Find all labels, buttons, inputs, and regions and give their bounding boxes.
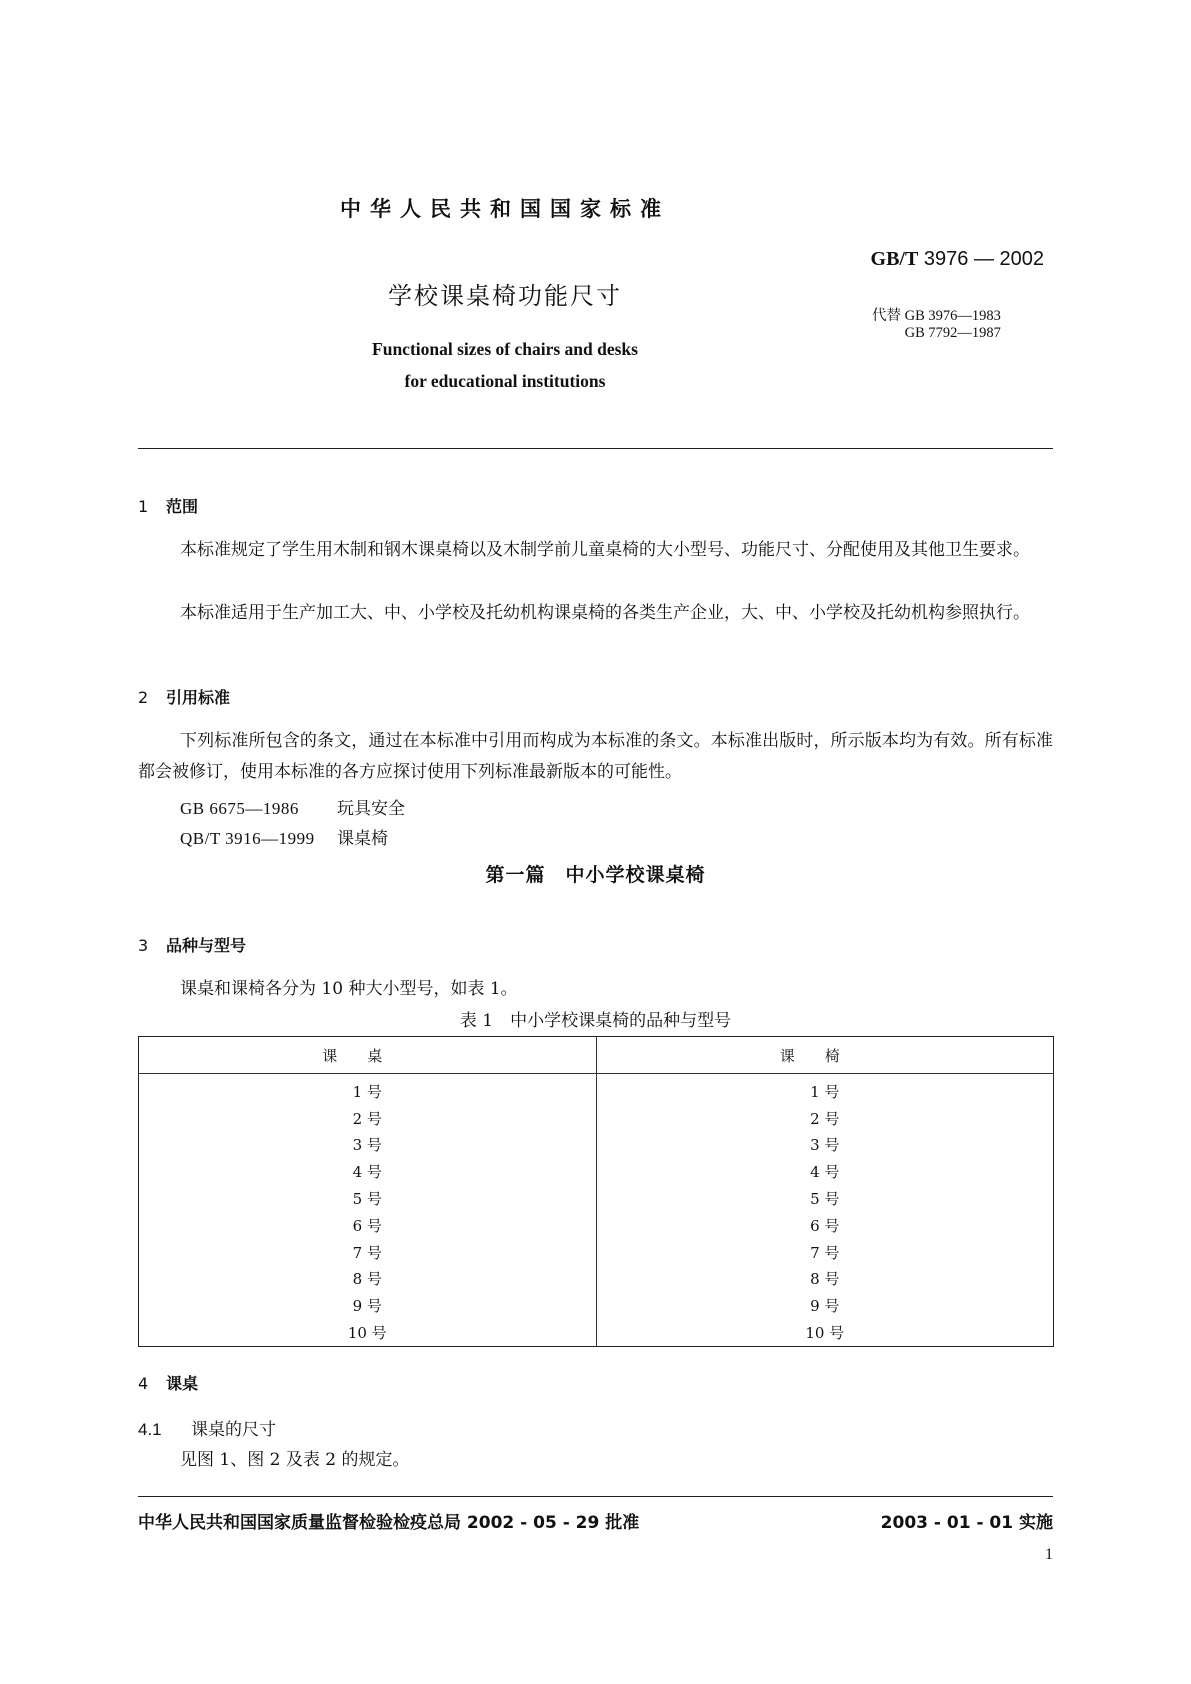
desk-size-cell: 6 号 xyxy=(352,1216,382,1235)
table-row xyxy=(139,1266,1054,1293)
subsection-4-1-title: 课桌的尺寸 xyxy=(191,1420,276,1440)
desk-size-cell: 8 号 xyxy=(352,1270,382,1289)
standard-number xyxy=(871,248,1044,271)
section-3-heading xyxy=(138,933,246,956)
table-row xyxy=(139,1185,1054,1212)
section-1-paragraph-1: 本标准规定了学生用木制和钢木课桌椅以及木制学前儿童桌椅的大小型号、功能尺寸、分配使用及其他卫生要求。 xyxy=(180,540,1030,560)
chair-size-cell: 5 号 xyxy=(596,1185,1054,1212)
document-title-cn: 学校课桌椅功能尺寸 xyxy=(388,282,622,310)
standard-number-value: 3976 — 2002 xyxy=(923,248,1044,270)
table-row xyxy=(139,1292,1054,1319)
footer-divider xyxy=(138,1496,1053,1497)
reference-item xyxy=(180,794,405,819)
table-row xyxy=(139,1158,1054,1185)
section-1-heading xyxy=(138,494,198,517)
document-title-en-line-2: for educational institutions xyxy=(404,371,606,391)
implementation-date: 2003 - 01 - 01 实施 xyxy=(880,1513,1053,1533)
desk-size-cell: 3 号 xyxy=(352,1136,382,1155)
table-row xyxy=(139,1212,1054,1239)
reference-name: 课桌椅 xyxy=(337,829,388,849)
section-2-heading xyxy=(138,685,230,708)
section-2-paragraph-1: 下列标准所包含的条文，通过在本标准中引用而构成为本标准的条文。本标准出版时，所示版本均为有效。所有标准都会被修订，使用本标准的各方应探讨使用下列标准最新版本的可能性。 xyxy=(138,731,1053,782)
chair-size-cell: 7 号 xyxy=(596,1239,1054,1266)
table-row xyxy=(139,1239,1054,1266)
chair-size-cell: 6 号 xyxy=(596,1212,1054,1239)
document-title-en xyxy=(0,333,1010,397)
standard-prefix: GB/T xyxy=(870,248,919,270)
section-3-number: 3 xyxy=(138,936,149,955)
desk-size-cell: 9 号 xyxy=(352,1297,382,1316)
section-1-number: 1 xyxy=(138,497,149,516)
section-4-number: 4 xyxy=(138,1374,149,1393)
subsection-4-1-text: 见图 1、图 2 及表 2 的规定。 xyxy=(180,1450,410,1470)
reference-name: 玩具安全 xyxy=(337,799,405,819)
table-1-caption: 表 1 中小学校课桌椅的品种与型号 xyxy=(459,1011,732,1031)
national-standard-heading: 中华人民共和国国家标准 xyxy=(340,197,670,221)
table-1 xyxy=(138,1036,1054,1347)
table-row xyxy=(139,1105,1054,1132)
desk-size-cell: 1 号 xyxy=(352,1082,382,1101)
chair-size-cell: 4 号 xyxy=(596,1158,1054,1185)
header-divider xyxy=(138,448,1053,449)
replaces-line-2: GB 7792—1987 xyxy=(904,325,1001,341)
subsection-4-1-heading xyxy=(138,1415,276,1440)
table-header-desk: 课桌 xyxy=(139,1037,597,1074)
chair-size-cell: 9 号 xyxy=(596,1292,1054,1319)
chair-size-cell: 8 号 xyxy=(596,1266,1054,1293)
chair-size-cell: 10 号 xyxy=(596,1319,1054,1346)
table-row xyxy=(139,1319,1054,1346)
desk-size-cell: 2 号 xyxy=(352,1109,382,1128)
desk-size-cell: 4 号 xyxy=(352,1163,382,1182)
chair-size-cell: 3 号 xyxy=(596,1132,1054,1159)
table-row xyxy=(139,1074,1054,1105)
section-2-number: 2 xyxy=(138,688,149,707)
subsection-4-1-number: 4.1 xyxy=(138,1420,162,1439)
desk-size-cell: 5 号 xyxy=(352,1190,382,1209)
reference-code: QB/T 3916—1999 xyxy=(180,829,315,848)
section-4-title: 课桌 xyxy=(166,1374,199,1393)
section-1-paragraph-2: 本标准适用于生产加工大、中、小学校及托幼机构课桌椅的各类生产企业，大、中、小学校及托幼机构参照执行。 xyxy=(180,603,1030,623)
reference-code: GB 6675—1986 xyxy=(180,799,299,818)
replaces-line-1: 代替 GB 3976—1983 xyxy=(872,308,1001,324)
section-2-title: 引用标准 xyxy=(166,688,231,707)
section-4-heading xyxy=(138,1371,198,1394)
page-number: 1 xyxy=(1045,1546,1053,1563)
desk-size-cell: 7 号 xyxy=(352,1243,382,1262)
desk-size-cell: 10 号 xyxy=(347,1324,387,1343)
section-1-title: 范围 xyxy=(166,497,199,516)
part-1-title: 第一篇 中小学校课桌椅 xyxy=(485,864,706,886)
section-3-title: 品种与型号 xyxy=(166,936,247,955)
document-title-en-line-1: Functional sizes of chairs and desks xyxy=(372,339,638,359)
chair-size-cell: 2 号 xyxy=(596,1105,1054,1132)
table-header-row xyxy=(139,1037,1054,1074)
reference-item xyxy=(180,824,388,849)
approval-line: 中华人民共和国国家质量监督检验检疫总局 2002 - 05 - 29 批准 xyxy=(138,1513,640,1533)
chair-size-cell: 1 号 xyxy=(596,1074,1054,1105)
table-row xyxy=(139,1132,1054,1159)
table-header-chair: 课椅 xyxy=(596,1037,1054,1074)
section-3-paragraph-1: 课桌和课椅各分为 10 种大小型号，如表 1。 xyxy=(180,979,518,999)
